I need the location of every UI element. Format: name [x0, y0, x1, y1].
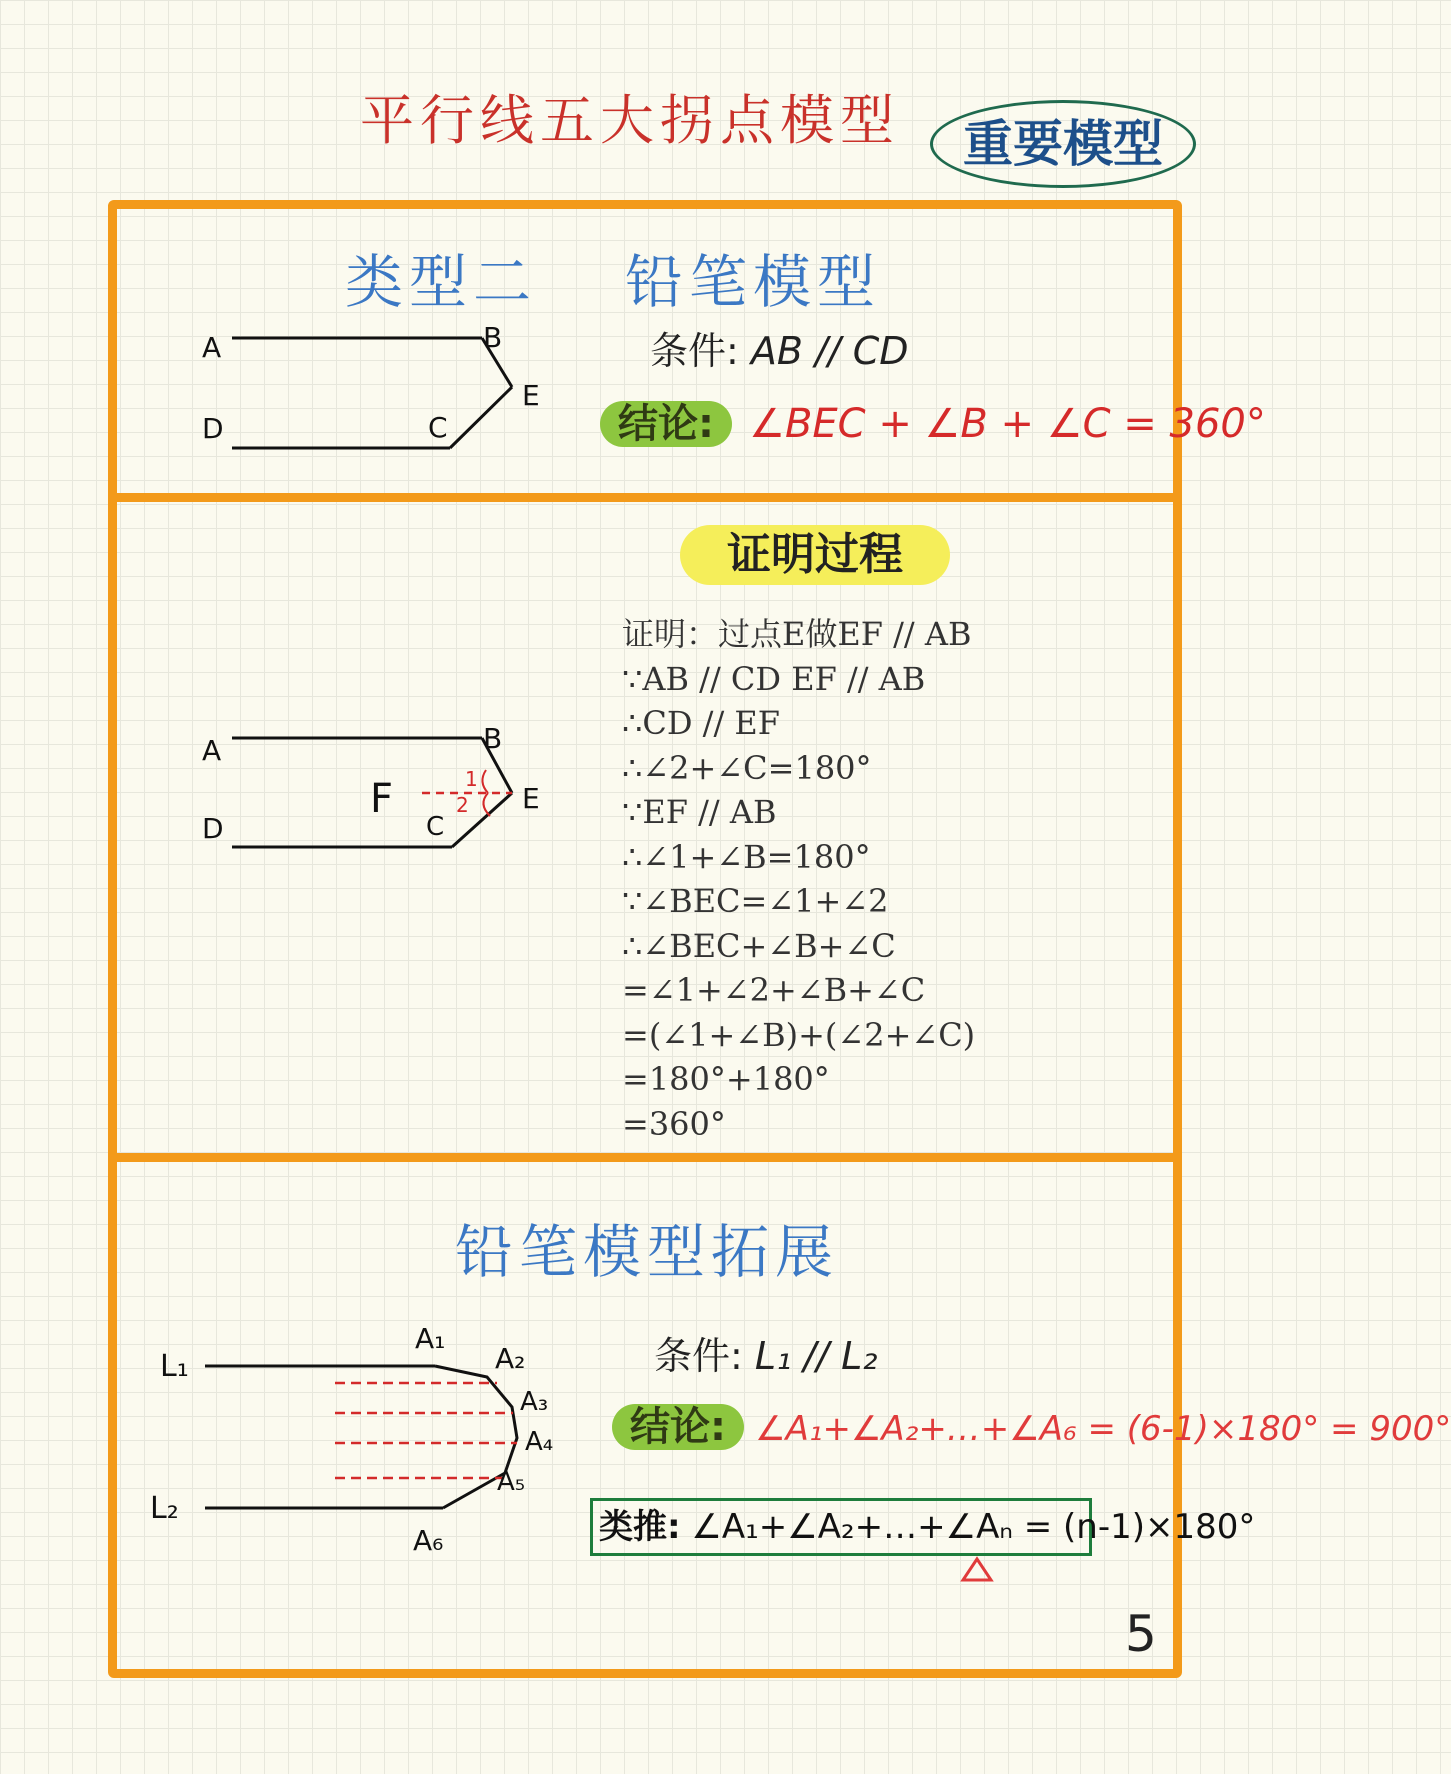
section3-conclusion	[612, 1398, 1451, 1456]
line-ec	[450, 387, 512, 448]
label-a5: A₅	[497, 1467, 526, 1497]
proof-line: =360°	[622, 1104, 726, 1143]
condition-label: 条件:	[650, 329, 739, 373]
analogy-box	[590, 1498, 1256, 1556]
proof-line: ∴∠1+∠B=180°	[622, 837, 871, 876]
proof-line: ∴∠BEC+∠B+∠C	[622, 926, 896, 965]
label-c: C	[428, 411, 448, 444]
analogy-text: ∠A₁+∠A₂+…+∠Aₙ = (n-1)×180°	[691, 1507, 1256, 1547]
label-c: C	[426, 812, 445, 842]
conclusion-text: ∠A₁+∠A₂+…+∠A₆ = (6-1)×180° = 900°	[755, 1409, 1451, 1449]
label-a3: A₃	[520, 1387, 549, 1417]
section1-type-label: 类型二	[345, 248, 538, 316]
proof-line: =(∠1+∠B)+(∠2+∠C)	[622, 1015, 976, 1054]
condition-text: AB // CD	[750, 329, 909, 373]
label-a4: A₄	[525, 1427, 554, 1457]
page-title: 平行线五大拐点模型	[360, 89, 900, 152]
label-e: E	[522, 782, 540, 815]
conclusion-label: 结论:	[612, 1404, 744, 1450]
section-divider-2	[108, 1153, 1182, 1162]
section3-condition	[654, 1325, 877, 1380]
angle2-label: 2	[456, 793, 469, 817]
label-a: A	[202, 331, 222, 364]
proof-line: ∴CD // EF	[622, 704, 780, 742]
section-divider-1	[108, 493, 1182, 502]
label-l2: L₂	[150, 1491, 179, 1526]
label-f: F	[370, 776, 394, 822]
conclusion-label: 结论:	[600, 401, 732, 447]
label-e: E	[522, 379, 540, 412]
section1-condition	[650, 320, 909, 375]
section1-title: 铅笔模型	[625, 248, 882, 316]
condition-text: L₁ // L₂	[754, 1334, 878, 1378]
proof-steps	[622, 612, 975, 1146]
label-d: D	[202, 812, 224, 845]
angle1-label: 1	[465, 767, 478, 791]
label-l1: L₁	[160, 1349, 189, 1384]
page-number: 5	[1125, 1605, 1157, 1663]
proof-line: ∵EF // AB	[622, 793, 777, 831]
important-model-badge: 重要模型	[930, 100, 1196, 188]
proof-line: ∵∠BEC=∠1+∠2	[622, 882, 889, 920]
condition-label: 条件:	[654, 1334, 743, 1378]
proof-line: 证明：过点E做EF // AB	[622, 615, 972, 653]
label-a: A	[202, 734, 222, 767]
proof-diagram	[190, 720, 570, 870]
pencil-model-diagram	[190, 315, 570, 465]
label-a2: A₂	[495, 1342, 526, 1375]
label-d: D	[202, 412, 224, 445]
extension-diagram	[145, 1310, 575, 1560]
label-b: B	[483, 321, 503, 354]
proof-line: =180°+180°	[622, 1060, 830, 1098]
proof-process-badge: 证明过程	[680, 525, 950, 585]
proof-line: =∠1+∠2+∠B+∠C	[622, 971, 926, 1009]
label-a1: A₁	[415, 1322, 446, 1355]
label-b: B	[483, 722, 503, 755]
conclusion-text: ∠BEC + ∠B + ∠C = 360°	[749, 401, 1266, 447]
triangle-mark-icon	[960, 1556, 994, 1584]
section3-title: 铅笔模型拓展	[455, 1218, 840, 1286]
proof-line: ∵AB // CD EF // AB	[622, 659, 926, 698]
section1-conclusion	[600, 395, 1266, 453]
analogy-label: 类推:	[599, 1507, 681, 1547]
angle1-arc	[482, 770, 488, 793]
label-a6: A₆	[413, 1524, 444, 1557]
proof-line: ∴∠2+∠C=180°	[622, 748, 872, 787]
